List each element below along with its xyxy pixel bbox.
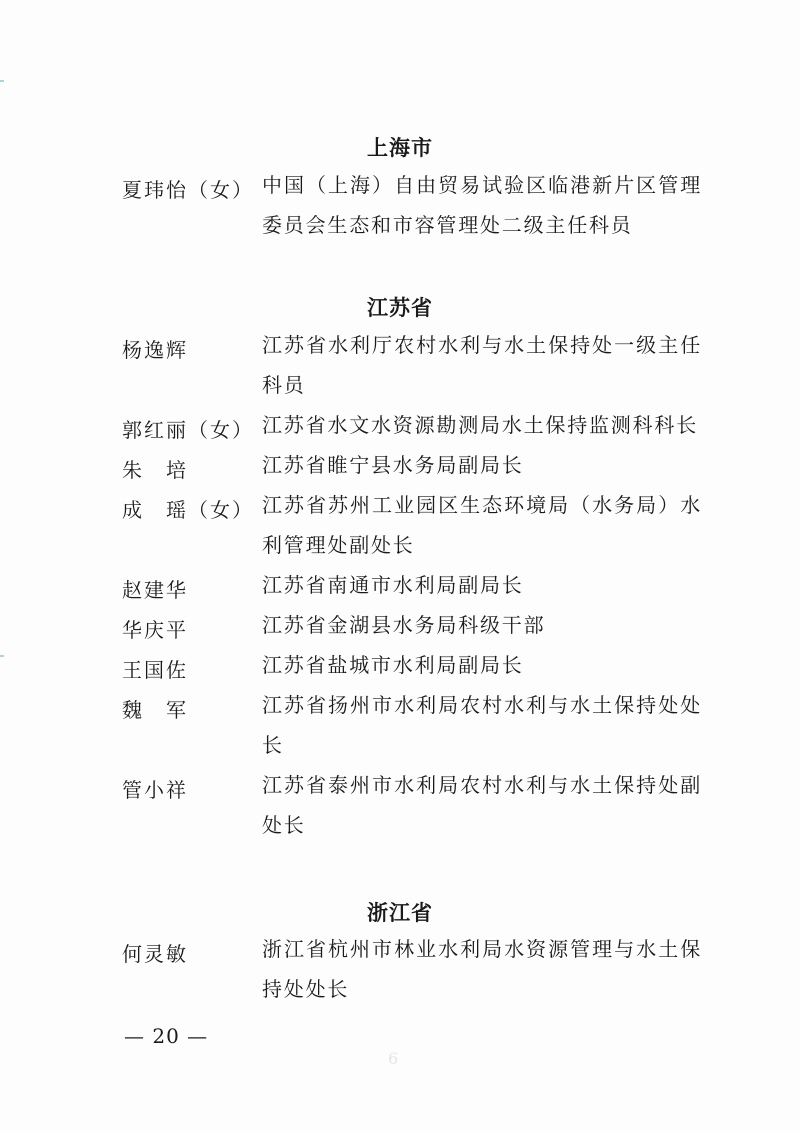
person-name: 成 瑶（女） — [122, 498, 254, 522]
person-title: 中国（上海）自由贸易试验区临港新片区管理委员会生态和市容管理处二级主任科员 — [262, 173, 702, 237]
section-title-zhejiang: 浙江省 — [367, 901, 433, 925]
person-name: 管小祥 — [122, 778, 188, 802]
person-name: 王国佐 — [122, 658, 188, 682]
person-title: 江苏省水利厅农村水利与水土保持处一级主任科员 — [262, 333, 702, 397]
person-title: 江苏省金湖县水务局科级干部 — [262, 613, 546, 637]
person-name: 夏玮怡（女） — [122, 178, 254, 202]
person-name: 赵建华 — [122, 578, 188, 602]
section-title-shanghai: 上海市 — [367, 136, 433, 160]
person-title: 浙江省杭州市林业水利局水资源管理与水土保持处处长 — [262, 937, 702, 1001]
person-title: 江苏省苏州工业园区生态环境局（水务局）水利管理处副处长 — [262, 493, 702, 557]
person-name: 魏 军 — [122, 698, 188, 722]
person-title: 江苏省南通市水利局副局长 — [262, 573, 524, 597]
person-name: 何灵敏 — [122, 942, 188, 966]
person-title: 江苏省水文水资源勘测局水土保持监测科科长 — [262, 413, 698, 437]
person-title: 江苏省泰州市水利局农村水利与水土保持处副处长 — [262, 773, 702, 837]
scan-edge-mark — [0, 655, 4, 657]
person-name: 华庆平 — [122, 618, 188, 642]
page-number: — 20 — — [124, 1024, 209, 1048]
section-title-jiangsu: 江苏省 — [367, 296, 433, 320]
person-name: 杨逸辉 — [122, 338, 188, 362]
person-title: 江苏省盐城市水利局副局长 — [262, 653, 524, 677]
faint-bleed-through-mark: 6 — [388, 1049, 399, 1068]
person-name: 郭红丽（女） — [122, 418, 254, 442]
person-title: 江苏省睢宁县水务局副局长 — [262, 453, 524, 477]
scan-edge-mark — [0, 80, 4, 82]
person-title: 江苏省扬州市水利局农村水利与水土保持处处长 — [262, 693, 702, 757]
person-name: 朱 培 — [122, 458, 188, 482]
